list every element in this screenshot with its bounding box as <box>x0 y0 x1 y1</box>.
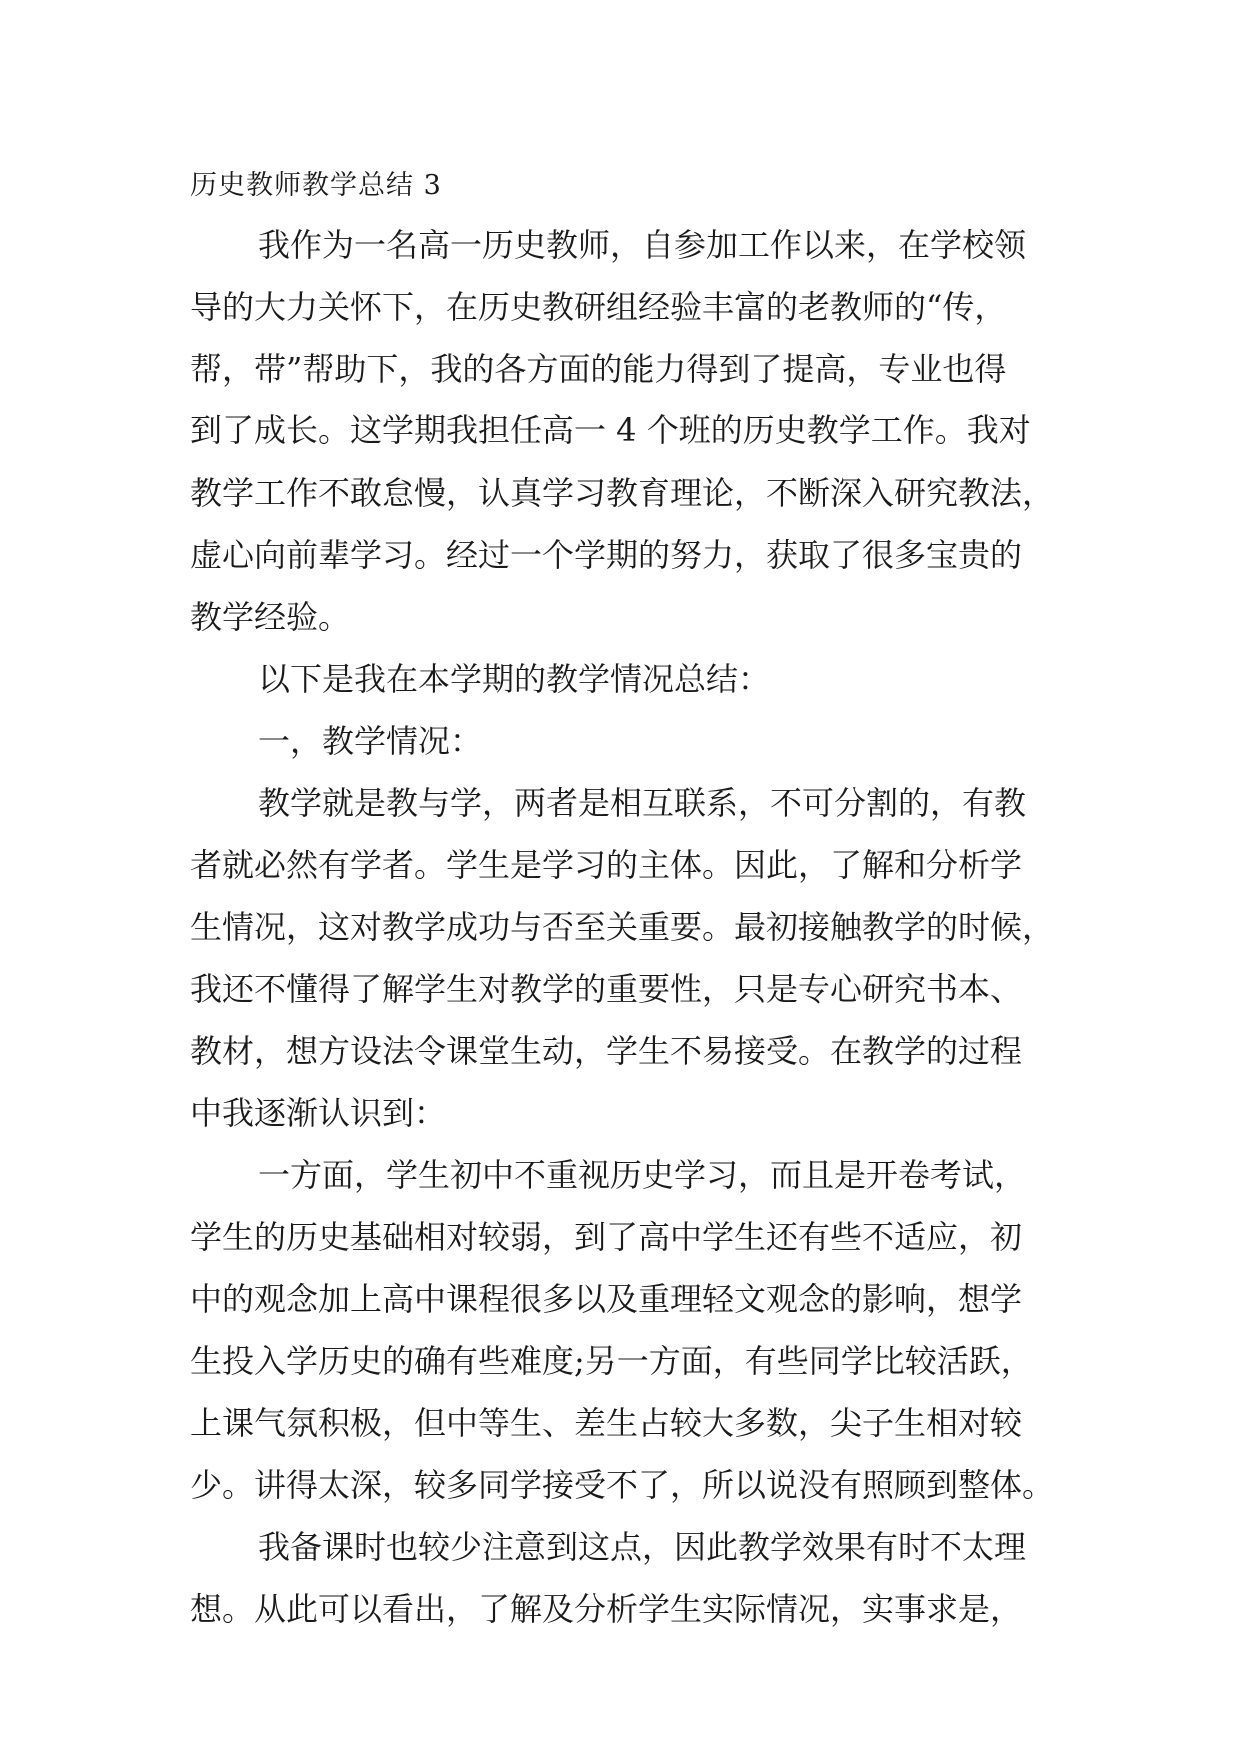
text-line: 我还不懂得了解学生对教学的重要性，只是专心研究书本、 <box>190 970 1023 1008</box>
section-heading: 一，教学情况： <box>258 722 483 760</box>
text-line: 想。从此可以看出，了解及分析学生实际情况，实事求是， <box>190 1590 1023 1628</box>
text-line: 我备课时也较少注意到这点，因此教学效果有时不太理 <box>258 1528 1027 1566</box>
text-line: 教学工作不敢怠慢，认真学习教育理论，不断深入研究教法， <box>190 474 1055 512</box>
text-line: 虚心向前辈学习。经过一个学期的努力，获取了很多宝贵的 <box>190 536 1023 574</box>
text-line: 学生的历史基础相对较弱，到了高中学生还有些不适应，初 <box>190 1218 1023 1256</box>
text-line: 导的大力关怀下，在历史教研组经验丰富的老教师的“传， <box>190 288 1007 326</box>
text-line: 教学经验。 <box>190 598 351 636</box>
text-line: 以下是我在本学期的教学情况总结： <box>258 660 771 698</box>
text-line: 上课气氛积极，但中等生、差生占较大多数，尖子生相对较 <box>190 1404 1023 1442</box>
text-line: 帮，带”帮助下，我的各方面的能力得到了提高，专业也得 <box>190 350 1007 388</box>
text-line: 我作为一名高一历史教师，自参加工作以来，在学校领 <box>258 226 1027 264</box>
text-line: 中我逐渐认识到： <box>190 1094 447 1132</box>
text-line: 生投入学历史的确有些难度;另一方面，有些同学比较活跃， <box>190 1342 1033 1380</box>
document-title: 历史教师教学总结 3 <box>190 170 442 201</box>
text-line: 者就必然有学者。学生是学习的主体。因此，了解和分析学 <box>190 846 1023 884</box>
text-line: 教材，想方设法令课堂生动，学生不易接受。在教学的过程 <box>190 1032 1023 1070</box>
text-line: 中的观念加上高中课程很多以及重理轻文观念的影响，想学 <box>190 1280 1023 1318</box>
text-line: 一方面，学生初中不重视历史学习，而且是开卷考试， <box>258 1156 1027 1194</box>
text-line: 少。讲得太深，较多同学接受不了，所以说没有照顾到整体。 <box>190 1466 1055 1504</box>
text-line: 生情况，这对教学成功与否至关重要。最初接触教学的时候， <box>190 908 1055 946</box>
text-line: 教学就是教与学，两者是相互联系，不可分割的，有教 <box>258 784 1027 822</box>
text-line: 到了成长。这学期我担任高一 4 个班的历史教学工作。我对 <box>190 411 1031 449</box>
